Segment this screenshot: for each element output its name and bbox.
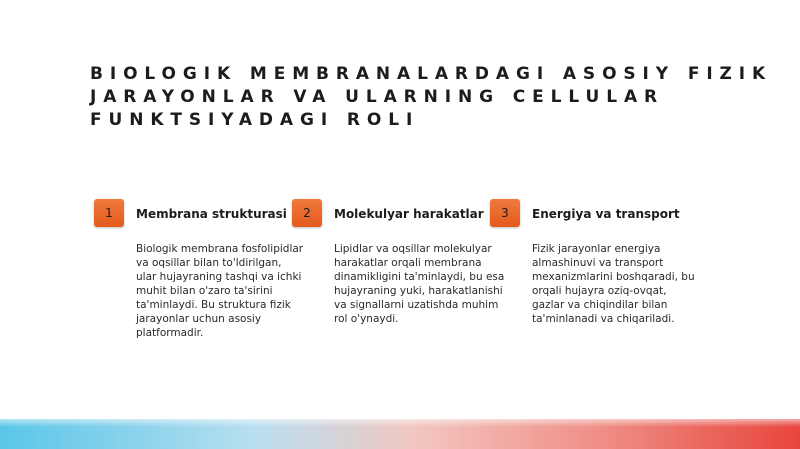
number-badge-3: 3: [490, 199, 520, 227]
footer-gradient-strip: [0, 419, 800, 449]
card-body-1: Biologik membrana fosfolipidlar va oqsillar bilan to'ldirilgan, ular hujayraning tashqi va ichki muhit bilan o'zaro ta'sirini ta'minlaydi. Bu struktura fizik jarayonlar uchun asosiy platformadir.: [136, 243, 304, 339]
number-badge-1: 1: [94, 199, 124, 227]
card-title-1: Membrana strukturasi: [136, 207, 287, 221]
card-title-3: Energiya va transport: [532, 207, 680, 221]
footer-strip-highlight: [0, 419, 800, 427]
card-title-2: Molekulyar harakatlar: [334, 207, 484, 221]
card-body-2: Lipidlar va oqsillar molekulyar harakatlar orqali membrana dinamikligini ta'minlaydi, bu esa hujayraning yuki, harakatlanishi va signallarni uzatishda muhim rol o'ynaydi.: [334, 243, 505, 325]
slide-title: BIOLOGIK MEMBRANALARDAGI ASOSIY FIZIK JARAYONLAR VA ULARNING CELLULAR FUNKTSIYADAGI ROLI: [90, 64, 773, 130]
card-body-3: Fizik jarayonlar energiya almashinuvi va transport mexanizmlarini boshqaradi, bu orqali hujayra oziq-ovqat, gazlar va chiqindilar bilan ta'minlanadi va chiqariladi.: [532, 243, 695, 325]
number-badge-2: 2: [292, 199, 322, 227]
